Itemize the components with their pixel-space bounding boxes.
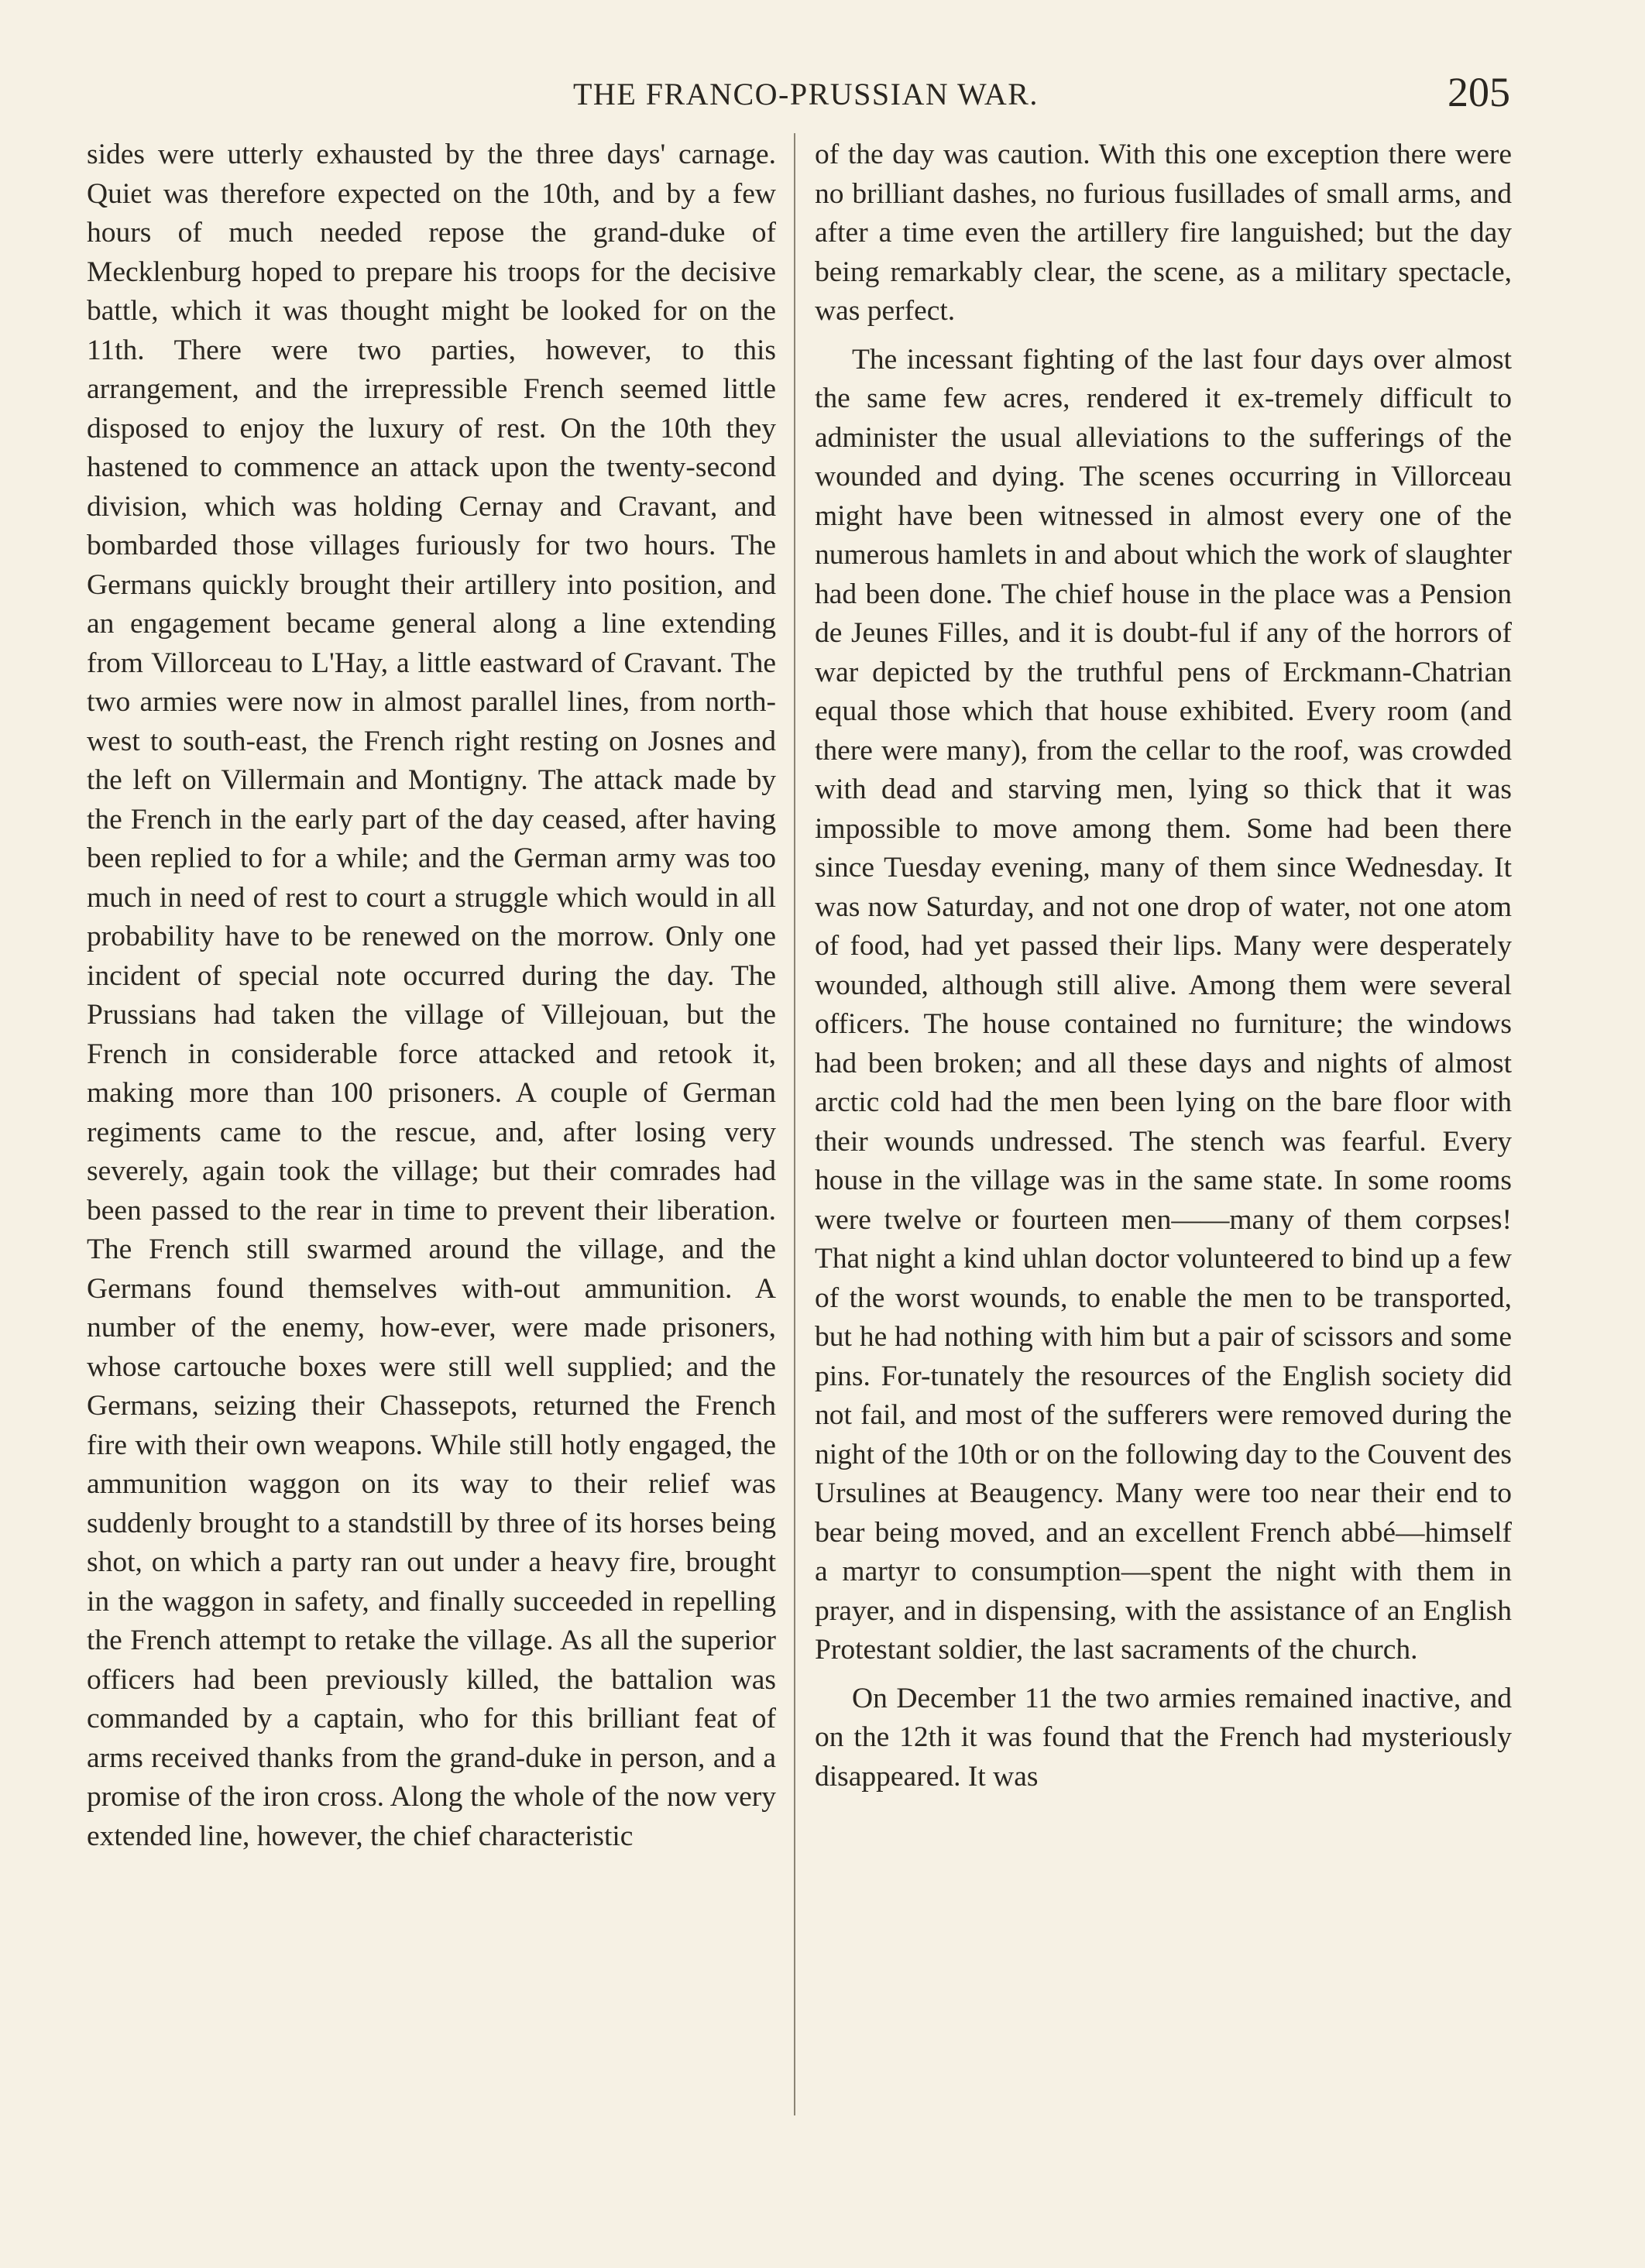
right-paragraph-2: The incessant fighting of the last four days over almost the same few acres, rendered it ex-tremely difficult to administer the usual alleviations to the sufferings of the wounded and dying. The scenes occurring in Villorceau might have been witnessed in almost every one of the numerous hamlets in and about which the work of slaughter had been done. The chief house in the place was a Pension de Jeunes Filles, and it is doubt-ful if any of the horrors of war depicted by the truthful pens of Erckmann-Chatrian equal those which that house exhibited. Every room (and there were many), from the cellar to the roof, was crowded with dead and starving men, lying so thick that it was impossible to move among them. Some had been there since Tuesday evening, many of them since Wednesday. It was now Saturday, and not one drop of water, not one atom of food, had yet passed their lips. Many were desperately wounded, although still alive. Among them were several officers. The house contained no furniture; the windows had been broken; and all these days and nights of almost arctic cold had the men been lying on the bare floor with their wounds undressed. The stench was fearful. Every house in the village was in the same state. In some rooms were twelve or fourteen men——many of them corpses! That night a kind uhlan doctor volunteered to bind up a few of the worst wounds, to enable the men to be transported, but he had nothing with him but a pair of scissors and some pins. For-tunately the resources of the English society did not fail, and most of the sufferers were removed during the night of the 10th or on the following day to the Couvent des Ursulines at Beaugency. Many were too near their end to bear being moved, and an excellent French abbé—himself a martyr to consumption—spent the night with them in prayer, and in dispensing, with the assistance of an English Protestant soldier, the last sacraments of the church.	[815, 343, 1512, 1666]
running-title: THE FRANCO-PRUSSIAN WAR.	[573, 77, 1039, 112]
page-number: 205	[1448, 69, 1510, 115]
column-divider	[794, 133, 795, 2115]
page-header	[85, 68, 1510, 122]
right-paragraph-3: On December 11 the two armies remained inactive, and on the 12th it was found that the French had mysteriously disappeared. It was	[815, 1682, 1512, 1793]
left-column	[87, 136, 776, 1856]
left-paragraph-1: sides were utterly exhausted by the three days' carnage. Quiet was therefore expected on the 10th, and by a few hours of much needed repose the grand-duke of Mecklenburg hoped to prepare his troops for the decisive battle, which it was thought might be looked for on the 11th. There were two parties, however, to this arrangement, and the irrepressible French seemed little disposed to enjoy the luxury of rest. On the 10th they hastened to commence an attack upon the twenty-second division, which was holding Cernay and Cravant, and bombarded those villages furiously for two hours. The Germans quickly brought their artillery into position, and an engagement became general along a line extending from Villorceau to L'Hay, a little eastward of Cravant. The two armies were now in almost parallel lines, from north-west to south-east, the French right resting on Josnes and the left on Villermain and Montigny. The attack made by the French in the early part of the day ceased, after having been replied to for a while; and the German army was too much in need of rest to court a struggle which would in all probability have to be renewed on the morrow. Only one incident of special note occurred during the day. The Prussians had taken the village of Villejouan, but the French in considerable force attacked and retook it, making more than 100 prisoners. A couple of German regiments came to the rescue, and, after losing very severely, again took the village; but their comrades had been passed to the rear in time to prevent their liberation. The French still swarmed around the village, and the Germans found themselves with-out ammunition. A number of the enemy, how-ever, were made prisoners, whose cartouche boxes were still well supplied; and the Germans, seizing their Chassepots, returned the French fire with their own weapons. While still hotly engaged, the ammunition waggon on its way to their relief was suddenly brought to a standstill by three of its horses being shot, on which a party ran out under a heavy fire, brought in the waggon in safety, and finally succeeded in repelling the French attempt to retake the village. As all the superior officers had been previously killed, the battalion was commanded by a captain, who for this brilliant feat of arms received thanks from the grand-duke in person, and a promise of the iron cross. Along the whole of the now very extended line, however, the chief characteristic	[87, 139, 776, 1852]
right-paragraph-1: of the day was caution. With this one exception there were no brilliant dashes, no furious fusillades of small arms, and after a time even the artillery fire languished; but the day being remarkably clear, the scene, as a military spectacle, was perfect.	[815, 139, 1512, 327]
right-column	[815, 136, 1512, 1796]
